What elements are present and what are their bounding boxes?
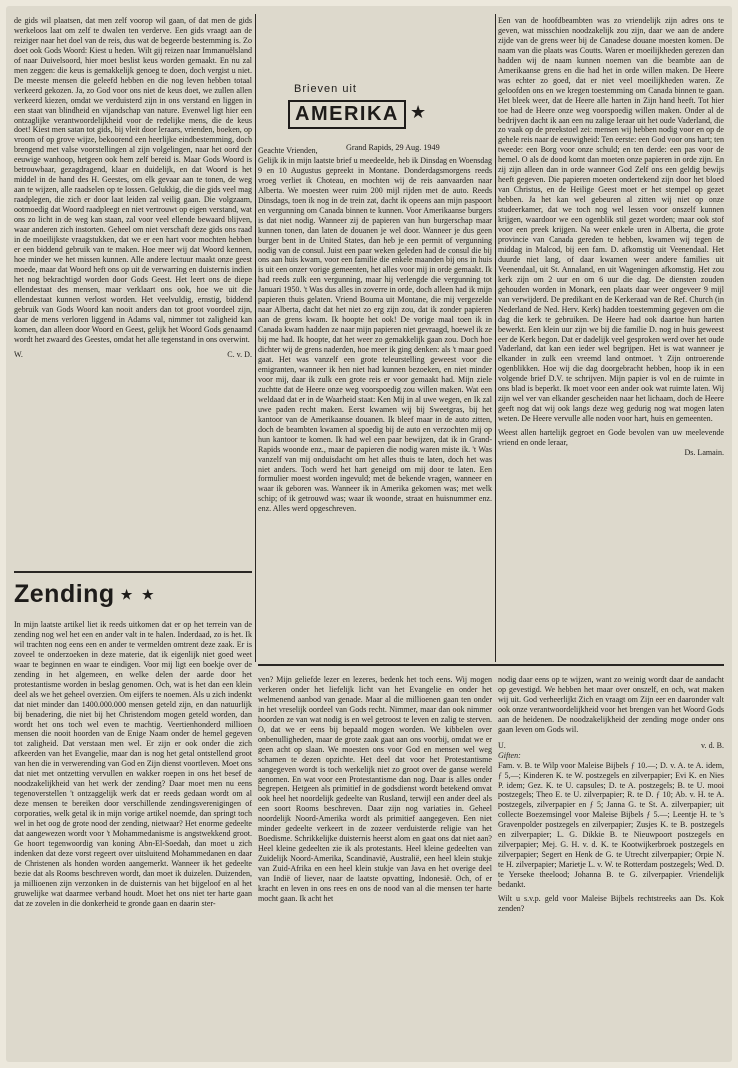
place-date: Grand Rapids, 29 Aug. 1949: [346, 143, 440, 152]
top-left-sig-author: C. v. D.: [227, 350, 252, 360]
zending-heading: [14, 580, 157, 609]
zending-col3: [498, 675, 724, 914]
giften-text: Fam. v. B. te Wilp voor Maleise Bijbels ƒ 10.—; D. v. A. te A. idem, ƒ 5,—; Kinderen K. te W. postzegels en zilverpapier; Evi K. en Nies P. idem; Gez. K. te U. capsules; D. te A. postzegels; B. te U. mooi postzegels; Theo E. te U. zilverpapier; R. te D. ƒ 10; Ab. v. H. te A. postzegels, zilverpapier en ƒ 5; Janna G. te St. A. zilverpapier; uit collecte Boezemsingel voor Maleise Bijbels ƒ 5.—; Leentje H. te 's Gravenpolder postzegels en zilverpapier; Zusjes K. te B. postzegels en zilverpapier; L. G. Dikkie B. te Nieuwpoort postzegels en zilverpapier; Mej. G. H. v. d. K. te Kootwijkerbroek postzegels en zilverpapier; Segert en Henk de G. te Utrecht zilverpapier; Orpie N. te H. zilverpapier; Marietje L. v. W. te Rotterdam postzegels; Wed. D. te Yerseke theelood; Johanna B. te G. zilverpapier. Vriendelijk bedankt.: [498, 760, 724, 890]
top-left-signature: [14, 350, 252, 360]
zending-col2-text: ven? Mijn geliefde lezer en lezeres, bedenk het toch eens. Wij mogen verkeren onder het liefelijk licht van het Evangelie en onder het welmenend aanbod van genade. Maar al die millioenen gaan ten onder in het vreselijk oordeel van Gods recht. Nimmer, maar dan ook nimmer hoorden ze van wat nodig is en wel getroost te leven en zalig te sterven. O, dat we er eens bij bepaald mogen worden. We kibbelen over onbenulligheden, maar de grote zaak gaat aan ons voorbij, omdat we er geen acht op slaan. We moesten ons voor God en mensen wel weg schamen te dezen opzichte. Het deel dat voor het Protestantisme aangegeven wordt is toch werkelijk niet zo groot over de ganse wereld genomen. En wat voor een Protestantisme dan nog. Daar is alles onder begrepen. Hetgeen als primitief in de godsdienst wordt betekend omvat ook heel het noordelijk gedeelte van Rusland, terwijl een ander deel als een soort Rooms beschreven. Daar zijn nog variaties in. Geheel noordelijk Noord-Amerika wordt als primitief aangegeven. Een niet minder gedeelte verkeert in de zozeer verduisterde religie van het Boedisme. Schrikkelijke duisternis heerst alom en gaat ons dat niet aan? Heel kleine gedeelten zie ik als protestants. Heel kleine gedeelten van Zuidelijk Noord-Amerika, Scandinavië, Australië, een heel klein stukje van Zuid-Afrika en een heel klein stukje van Java en het overige deel van Indië of liever, naar de laatste opvatting, Indonesië. Och, of er kracht en leven in ons rees en ons de nood van al die mensen ter harte mocht gaan. Ik acht het: [258, 675, 492, 903]
top-left-article: [14, 16, 252, 360]
amerika-greeting: Geachte Vrienden,: [258, 146, 318, 155]
amerika-col3: [498, 16, 724, 458]
rule-horizontal-middle: [258, 664, 724, 666]
amerika-col2-text: Gelijk ik in mijn laatste brief u meedeelde, heb ik Dinsdag en Woensdag 9 en 10 Augustus gepreekt in Montane. Donderdagsmorgens reeds vroeg verliet ik Choteau, en mochten wij de reis aanvaarden naar Alberta. We moesten weer ruim 200 mijl rijden met de auto. Reeds Dinsdags, toen ik nog in de trein zat, dacht ik opeens aan mijn paspoort en vergunning om Canada binnen te kunnen. Voor Amerikaanse burgers is dat niet nodig. Wanneer zij de papieren van hun burgerschap maar kunnen tonen, dan laten de douanen je wel door. Wanneer je dus geen burger bent in de United States, dan heb je een permit of vergunning nodig van de consul. Juist een paar weken geleden had de consul die bij ons aan huis kwam, voor een familie die enkele maanden bij ons in huis is uit een onzer vorige gemeenten, het alles voor mij in orde gemaakt. Ik had reeds zulk een vergunning, maar hij verlengde die vergunning tot Januari 1950. 't Was dus alles in zoverre in orde, doch alleen had ik mijn papieren thuis gelaten. Vriend Bouma uit Montane, die mij vergezelde naar Alberta, dacht dat het niet zo erg zijn zou, dat ik zonder papieren aan de grens kwam. Ik hoopte het ook! De vorige maal toen ik in Canada kwam hadden ze naar mijn papieren niet gevraagd, hoewel ik ze bij me had. Ik hoopte, dat het weer zo gemakkelijk gaan zou. Doch hoe dichter wij de grens naderden, hoe meer ik ging denken: als 't maar goed gaat. Het was vanzelf een grote teleurstelling geweest voor die emigranten, wanneer ik hen niet had kunnen bezoeken, en niet minder voor mij, daar ik zulk een grote reis er voor gemaakt had. Mijn ziele zuchtte dat de Heere onze weg voorspoedig zou willen maken. Wat een weldaad dat er in de Waarheid staat: Ken Mij in al uwe wegen, en Ik zal uwe paden recht maken. Eerst kwamen wij bij Sweetgras, bij het kantoor van de Amerikaanse douanen. Ik bleef maar in de auto zitten, doch de beambten kwamen al spoedig bij de auto en verzochten mij op hun kantoor te komen. Ik had wel een paar bewijzen, dat ik in Grand-Rapids woonde enz., maar de papieren die nodig waren miste ik. 't Was vanzelf van mij onduisdacht om het alles thuis te laten, doch het was niet anders. Toch werd het hart geneigd om mij door te laten. Een formulier moest worden ingevuld; met de bekende vragen, wanneer en waar ik geboren was. Wanneer ik in Amerika gekomen was; met welk schip; of ik getrouwd was; waar ik woonde, straat en huisnummer enz. enz. Alles werd opgeschreven.: [258, 155, 492, 514]
giften-title: Giften:: [498, 750, 521, 760]
zending-col1-text: In mijn laatste artikel liet ik reeds uitkomen dat er op het terrein van de zending nog wel het een en ander valt in te halen. Inderdaad, zo is het. Ik wil trachten nog eens een en ander te vermelden omtrent deze zaak. Er is zoveel te onderzoeken in deze materie, dat ik eigenlijk niet goed weet waar te beginnen en waar te eindigen. Voor mij ligt een boekje over de zending in het algemeen, en welke delen der aarde door het protestantisme worden in beslag genomen. Och, wat is het dan een klein deel als we het geheel overzien. Om eijfers te noemen. Als u zich indenkt dat niet minder dan 1400.000.000 mensen geteld zijn, en dan natuurlijk bij benadering, die niet bij het Christendom mogen geteld worden, dan wordt het ons toch wel even te machtig. Veertienhonderd millioen mensen die nooit hoorden van de Enige Naam onder de hemel gegeven tot zaligheid. Dat verstaan men wel. Er zijn er ook onder die zich afkeerden van het Evangelie, maar dan is nog het getal ontstellend groot van hen die in verwerending van God en Zijn dienst voortleven. Moet ons dat niet met ontzetting vervullen en wakker roepen in ons het besef de noodzakelijkheid van het werk der zending? Daar moet men nu eens tegenoverstellen 't ontzaggelijk werk dat er reeds gedaan wordt om al deze mensen te bereiken door verschillende zendingsverenigingen of corporaties, welk getal ik in mijn vorige artikel noemde, dan springt toch wel in het oog de grote nood der zending, nietwaar? Het enorme gedeelte dat aangewezen wordt voor 't Mohammedanisme is angstwekkend groot. Ge hoort tegenwoordig van koning Abn-El-Soedah, dan moet u zich indenken dat deze vorst regeert over uitsluitend Mohammedanen en daar de Christenen als honden worden aangemerkt. Wanneer ik het gedeelte bezie dat als Rooms beschreven wordt, dan moet ik duizelen. Duizenden, ja millioenen zijn verzonken in de duisternis van het bijgeloof en al het gruwelijke wat daarmee verband houdt. Moet het ons niet ter harte gaan dat ze zovelen in die donkerheid te gronde gaan en daarin ster-: [14, 620, 252, 908]
rule-top-left-col: [255, 14, 256, 662]
rule-top-right-col: [495, 14, 496, 662]
rule-left-mid: [14, 571, 252, 573]
top-left-text: de gids wil plaatsen, dat men zelf voorop wil gaan, of dat men de gids werkeloos laat om zelf te dwalen ten verderve. Een gids vraagt aan de reiziger naar het doel van de reis, dus wat de begeerde bestemming is. Zo doet ook Gods Woord: Kiest u heden. Wilt gij reizen naar Immanuëlsland of naar Duivelsoord, hier moet beslist keus worden gemaakt. En nu zal men zeggen: die keus is gemakkelijk genoeg te doen, doch vergist u niet. De meeste mensen die geleefd hebben en die nog leven hebben totaal verkeerd gekozen. Ja, zo God voor ons niet de keus doet, we zullen allen verkeerd kiezen, omdat we verduisterd zijn in ons verstand en liggen in een staat van blindheid en vijandschap van nature. Evenwel ligt hier een ontzaglijke verantwoordelijkheid voor de redelijke mens, die de keus doet! Kiest men satan tot gids, bij vleit door leraars, vrienden, boeken, op vroom of op grove wijze, bekoorend een heerlijke eindbestemming, doch brengend met valse voorstellingen al zijn volgelingen, naar het oord der eeuwige wanhoop, hetgeen ook hem zelf bereid is. Maar Gods Woord is betrouwbaar, gezagdragend, klaar en duidelijk, en dat Woord is het middel in de hand des H. Geestes, om elk gevaar aan te tonen, de weg aan te wijzen, alle raadselen op te lossen. Gelukkig, die die gids veel mag raadplegen, die zich er door laat leiden zal veilig gaan. Die volgzaam, ootmoedig dat Woord raadpleegt en niet vertrouwt op eigen verstand, wat ons zo licht in de weg kan staan, zal voor veel ellende bewaard blijven, waar anderen zich instorten. Geheel om niet verschaft deze gids ons raad in de moeilijkste vraagstukken, dat we er een hart voor mochten hebben er een biddend gebruik van te maken. Hoe meer wij dat Woord kennen, hoe minder we het missen kunnen. Alle andere lectuur maakt onze geest moede, maar dat Woord heft ons op uit de verwarring en duisternis indien het nog bekrachtigd worden door Gods Geest. Het leert ons de diepe ellendestaat des mensen, maar verklaart ons ook, hoe we uit die ellendestaat kunnen verlost worden. Het veelvuldig, ernstig, biddend gebruik van Gods Woord kan nooit anders dan tot groot voordeel zijn, daar de mens verloren liggend in Adams val, nimmer tot zaligheid kan komen, dan alleen door Woord en Geest, gelijk het Woord Gods genaamd wordt het zwaard des Geestes, omdat het alle tegenstand in ons overwint.: [14, 16, 252, 344]
zending-stars: ★ ★: [120, 587, 157, 603]
zending-col3-text: nodig daar eens op te wijzen, want zo weinig wordt daar de aandacht op gevestigd. We hebben het maar over onszelf, en och, wat maken wij uit. God verheerlijkt Zich en vraagt om Zijn eer en daaronder valt ook onze verantwoordelijkheid voor het brengen van het Woord Gods aan de heidenen. De noodzakelijkheid der zending moge onder ons gaan leven om Gods wil.: [498, 675, 724, 734]
zending-signature: [498, 741, 724, 751]
amerika-title: AMERIKA: [288, 100, 406, 129]
magazine-page: [6, 6, 732, 1062]
brieven-uit-label: Brieven uit: [294, 83, 357, 95]
giften-appeal: Wilt u s.v.p. geld voor Maleise Bijbels rechtstreeks aan Ds. Kok zenden?: [498, 894, 724, 913]
amerika-col2: [258, 146, 492, 514]
zending-col1: [14, 620, 252, 909]
zending-sig-initial: U.: [498, 740, 506, 750]
top-left-sig-initial: W.: [14, 350, 23, 360]
zending-title: Zending: [14, 580, 115, 608]
zending-col2: [258, 675, 492, 904]
zending-sig-author: v. d. B.: [701, 740, 724, 750]
amerika-star-icon: ★: [410, 102, 427, 122]
amerika-closing: Weest allen hartelijk gegroet en Gode bevolen van uw meelevende vriend en onde leraar,: [498, 428, 724, 448]
amerika-col3-text: Een van de hoofdbeambten was zo vriendelijk zijn adres ons te geven, wat misschien noodzakelijk zou zijn, daar we aan de andere zijde van de grens weer bij de Canadese douane moesten komen. De naam van die plaats was Coutts. Waren er moeilijkheden gerezen dan hadden wij de naam kunnen noemen van die beambte aan de Amerikaanse grens en die had het in orde willen maken. De Heere was echter zo goed, dat er niet veel moeilijkheden waren. Ze geloofden ons en we kregen toestemming om Canada binnen te gaan. Het bleek weer, dat de Heere alle harten in Zijn hand heeft. Tot hier toe had de Heere onze weg voorspoedig willen maken. Onder al de bedrijven dacht ik aan een nu zalige leraar uit het oude Vaderland, die zo vaak op de preekstoel zei: mensen wij hebben nodig voor en op de gehele reis naar de eeuwigheid: Ten eerste: een God voor ons hart; ten tweede: een Borg voor onze schuld; en ten derde: een pas voor de hemel. O als de dood komt dan moeten onze papieren in orde zijn. En zij zijn alleen dan in orde wanneer God Zelf ons een geldig bewijs heeft gegeven. Die papieren moeten ondertekend zijn door het bloed van Christus, en de Heilige Geest moet er het stempel op gezet hebben. Ja het kan wel gebeuren al zitten wij niet op onze studeerkamer, dat we toch nog wel lessen voor onszelf kunnen krijgen, waardoor we een ogenblik stil gezet worden; maar ook stof voor een preek krijgen. Na weer enkele uren in Alberta, die grote provincie van Canada gereden te hebben, kwamen wij tegen de middag in Malcod, bij een fam. D. afkomstig uit Veenendaal. Het duurde niet lang, of daar kwamen weer andere families uit Veenendaal, uit St. Annaland, en uit Wageningen afkomstig. Het zou kerk zijn om 2 uur en om 6 uur die dag. De diensten zouden gehouden worden in Monark, een plaats daar weer ongeveer 9 mijl van verwijderd. De predikant en de Kerkeraad van de Ref. Church (in Nederland de Ned. Herv. Kerk) hadden toestemming gegeven om die dag die kerk te gebruiken. De Heere had ook daartoe hun harten bewerkt. Een klein uur zijn we bij die familie D. nog in huis geweest eer de Kerk begon. Dat er dadelijk veel gesproken werd over het oude Vaderland, dat kan een ieder wel begrijpen. Het is wat wanneer je elkander in zulk een vreemd land ontmoet. 't Zijn ontroerende ogenblikken. Hoe wij die dag doorgebracht hebben, hoop ik in een volgende brief D.V. te schrijven. Mijn papier is vol en de ruimte in ons blad is beperkt. Ik moet voor een ander ook wat ruimte laten. Wij zijn wel ver van elkander gescheiden naar het lichaam, doch de Heere geeft nog dat wij ook langs deze weg gedurig nog wat mogen laten weten. De Heere vervulle alle noden voor hart, huis en gemeenten.: [498, 16, 724, 424]
amerika-signature: Ds. Lamain.: [684, 447, 724, 457]
